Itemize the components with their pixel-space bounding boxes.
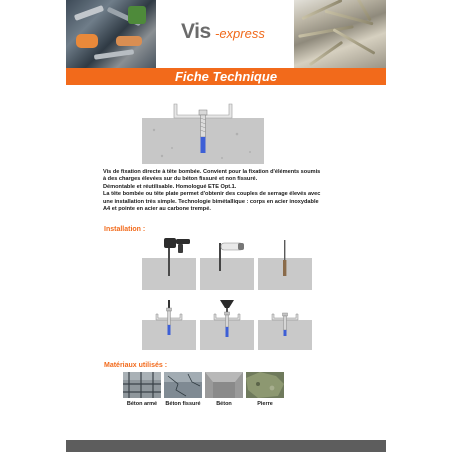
material-label: Béton armé [126, 401, 158, 407]
tools-photo [66, 0, 156, 68]
material-label: Béton fissuré [165, 401, 201, 407]
installation-heading: Installation : [104, 226, 146, 233]
material-label: Pierre [257, 401, 273, 407]
materials-heading: Matériaux utilisés : [104, 362, 168, 369]
material-image-reinforced-concrete [123, 372, 161, 398]
footer-bar [66, 440, 386, 452]
technical-sheet-page [66, 0, 386, 452]
installation-step-tighten [200, 298, 254, 350]
description-line: une installation très simple. Technologie bimétallique : corps en acier inoxydable [103, 198, 319, 205]
installation-step-hole [258, 238, 312, 290]
installation-step-installed [258, 298, 312, 350]
product-description [103, 169, 353, 213]
material-label: Béton [216, 401, 232, 407]
page-title: Fiche Technique [174, 69, 278, 84]
description-line: Vis de fixation directe à tête bombée. Convient pour la fixation d'éléments soumis [103, 169, 321, 175]
material-image-stone [246, 372, 284, 398]
installation-step-insert [142, 298, 196, 350]
installation-step-drill [142, 238, 196, 290]
brand-name-accent: -express [215, 26, 265, 41]
material-image-cracked-concrete [164, 372, 202, 398]
description-line: Démontable et réutilisable. Homologué ETE Opt.1. [103, 183, 237, 190]
description-line: La tête bombée ou tête plate permet d'obtenir des couples de serrage élevés avec [103, 191, 321, 198]
description-line: A4 et pointe en acier au carbone trempé. [103, 206, 211, 213]
brand-logo [156, 0, 294, 68]
header-banner [66, 0, 386, 68]
main-product-figure [142, 100, 264, 164]
description-line: à des charges élevées sur du béton fissuré et non fissuré. [103, 176, 258, 183]
brand-name-main: Vis [181, 20, 211, 43]
material-image-concrete [205, 372, 243, 398]
installation-step-clean [200, 238, 254, 290]
screws-photo [294, 0, 386, 68]
